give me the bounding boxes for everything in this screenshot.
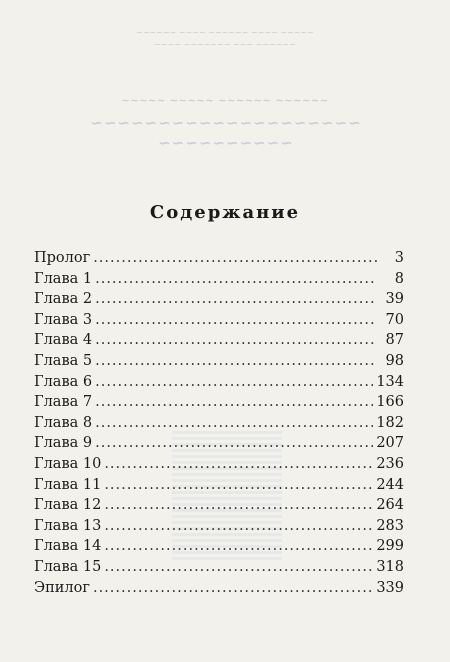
toc-entry-page-number: 98: [385, 352, 404, 369]
toc-entry[interactable]: [34, 248, 404, 269]
toc-entry-page-number: 134: [376, 373, 404, 390]
toc-entry[interactable]: [34, 372, 404, 393]
dot-leader: [95, 392, 373, 413]
toc-entry[interactable]: [34, 310, 404, 331]
toc-entry-label: Глава 6: [34, 373, 93, 390]
toc-entry-label: Глава 7: [34, 394, 93, 411]
toc-entry[interactable]: [34, 413, 404, 434]
toc-entry-label: Глава 12: [34, 497, 102, 514]
toc-entry[interactable]: [34, 495, 404, 516]
dot-leader: [93, 248, 377, 269]
bleed-through-text: ~~~~~ ~~~~~ ~~~~~~ ~~~~~~: [121, 96, 329, 107]
dot-leader: [104, 516, 373, 537]
toc-entry-label: Эпилог: [34, 579, 90, 596]
toc-entry-label: Глава 2: [34, 291, 93, 308]
dot-leader: [95, 372, 373, 393]
toc-entry[interactable]: [34, 330, 404, 351]
dot-leader: [104, 557, 373, 578]
bleed-through-text: ~~~~ ~~~~~~~ ~~~ ~~~~~~: [154, 40, 296, 49]
toc-entry[interactable]: [34, 536, 404, 557]
toc-entry-page-number: 8: [394, 270, 404, 287]
dot-leader: [93, 578, 373, 599]
toc-entry-label: Глава 15: [34, 558, 102, 575]
toc-entry-label: Глава 1: [34, 270, 93, 287]
toc-entry-label: Глава 11: [34, 476, 102, 493]
toc-entry-page-number: 182: [376, 414, 404, 431]
toc-entry-page-number: 264: [376, 497, 404, 514]
dot-leader: [104, 454, 373, 475]
toc-entry-page-number: 318: [376, 558, 404, 575]
toc-entry-page-number: 166: [376, 394, 404, 411]
toc-entry[interactable]: [34, 351, 404, 372]
toc-entry-page-number: 299: [376, 538, 404, 555]
bleed-through-text: ~~~~~~~~~~~~~~~~~~~~: [89, 114, 361, 132]
toc-entry-page-number: 39: [385, 291, 404, 308]
toc-entry[interactable]: [34, 557, 404, 578]
toc-entry-page-number: 339: [376, 579, 404, 596]
dot-leader: [95, 289, 377, 310]
toc-entry-page-number: 236: [376, 455, 404, 472]
toc-entry-label: Пролог: [34, 250, 91, 266]
toc-entry-page-number: 207: [376, 435, 404, 452]
dot-leader: [95, 269, 377, 290]
dot-leader: [95, 413, 373, 434]
dot-leader: [95, 310, 377, 331]
toc-entry-label: Глава 4: [34, 332, 93, 349]
toc-entry-page-number: 283: [376, 517, 404, 534]
bleed-through-text: ~~~~~~~~~~: [157, 134, 293, 152]
page-title: Содержание: [149, 202, 301, 223]
toc-entry-label: Глава 5: [34, 352, 93, 369]
dot-leader: [95, 433, 373, 454]
table-of-contents: [34, 248, 404, 598]
dot-leader: [104, 475, 373, 496]
toc-entry[interactable]: [34, 454, 404, 475]
toc-entry-page-number: 70: [385, 311, 404, 328]
dot-leader: [95, 351, 377, 372]
toc-entry[interactable]: [34, 392, 404, 413]
toc-entry-page-number: 244: [376, 476, 404, 493]
toc-entry[interactable]: [34, 289, 404, 310]
toc-entry-label: Глава 14: [34, 538, 102, 555]
toc-entry[interactable]: [34, 269, 404, 290]
toc-entry[interactable]: [34, 578, 404, 599]
toc-entry[interactable]: [34, 433, 404, 454]
dot-leader: [104, 495, 373, 516]
toc-entry-label: Глава 9: [34, 435, 93, 452]
toc-entry-label: Глава 3: [34, 311, 93, 328]
toc-entry-label: Глава 10: [34, 455, 102, 472]
dot-leader: [104, 536, 373, 557]
toc-entry[interactable]: [34, 475, 404, 496]
toc-entry-label: Глава 8: [34, 414, 93, 431]
bleed-through-text: ~~~~~~ ~~~~ ~~~~~~ ~~~~ ~~~~~: [136, 28, 314, 37]
toc-entry-label: Глава 13: [34, 517, 102, 534]
toc-entry-page-number: 3: [394, 250, 404, 266]
dot-leader: [95, 330, 377, 351]
toc-entry[interactable]: [34, 516, 404, 537]
toc-entry-page-number: 87: [385, 332, 404, 349]
